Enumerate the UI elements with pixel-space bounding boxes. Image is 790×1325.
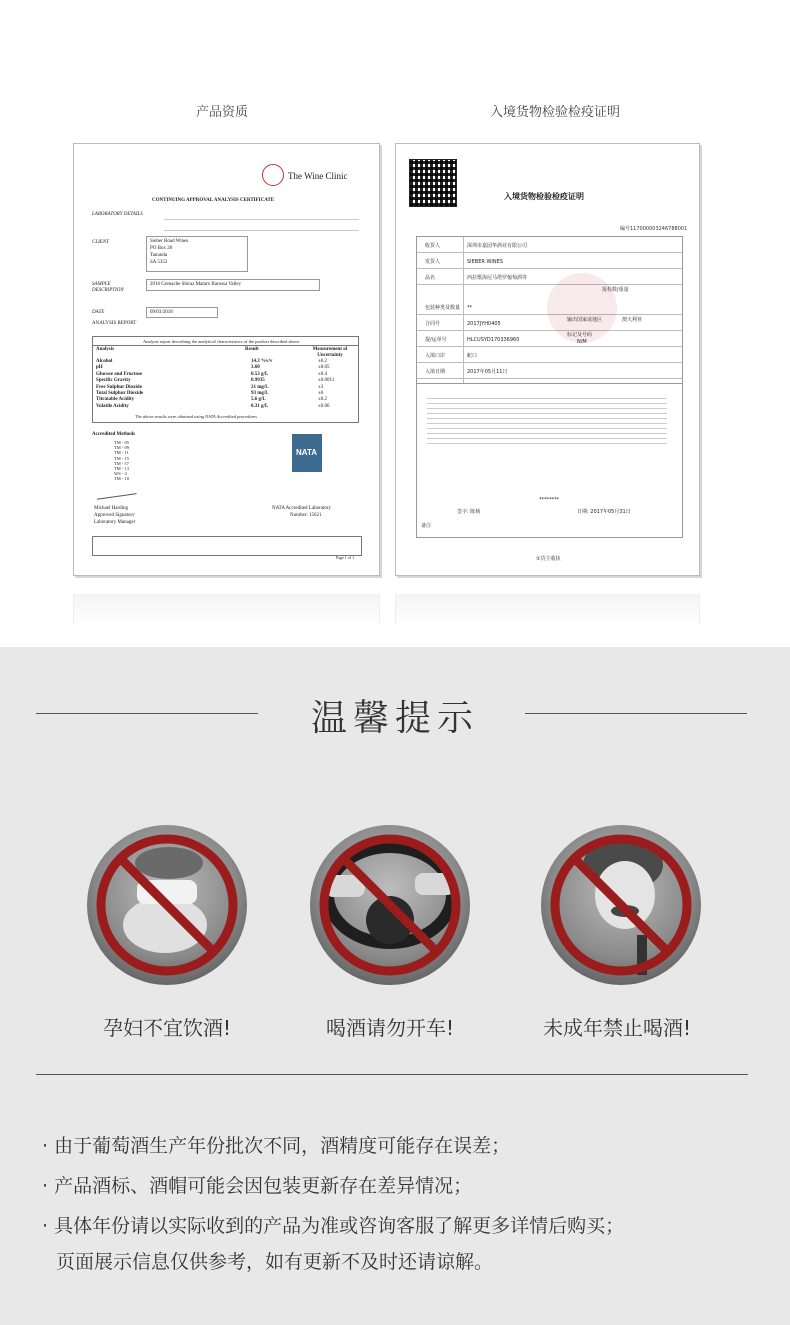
analysis-cell: ±0.0011: [318, 378, 335, 384]
warning-label-pregnant: 孕妇不宜饮酒!: [102, 1016, 232, 1040]
signatory-line: Approved Signatory: [94, 513, 135, 518]
inspection-field-label: 入境口岸: [425, 353, 446, 359]
date-value: 09/03/2018: [150, 310, 173, 315]
certificate-heading: CONTINUING APPROVAL ANALYSIS CERTIFICATE: [152, 198, 275, 203]
brand-name: The Wine Clinic: [288, 171, 348, 181]
warning-label-minors: 未成年禁止喝酒!: [542, 1016, 692, 1040]
title-divider-right: [525, 713, 747, 714]
inspection-field-value: 西拉歌海尼马塔罗葡萄酒等: [467, 275, 528, 281]
side-field: 澳大利亚: [622, 317, 643, 323]
inspection-footer: ①货主收执: [536, 556, 561, 562]
number-value: 117000003246788001: [630, 226, 688, 232]
inspection-field-value: 蛇口: [467, 353, 478, 359]
warning-label-driving: 喝酒请勿开车!: [325, 1016, 455, 1040]
table-rule: [417, 362, 682, 363]
analysis-cell: 0.31 g/L: [251, 403, 269, 409]
table-rule: [417, 252, 682, 253]
lab-number-line: Number: 15621: [290, 513, 322, 518]
method-item: WS - 4: [114, 471, 127, 477]
table-header: Analysis: [96, 347, 115, 352]
sample-value: 2016 Grenache Shiraz Mataro Barossa Valley: [150, 282, 242, 287]
table-header: Measurement of Uncertainty: [312, 347, 348, 358]
side-field: 输出国家或地区: [567, 317, 603, 323]
client-line: SA 5352: [150, 260, 168, 265]
lab-number-line: NATA Accredited Laboratory: [272, 506, 332, 511]
analysis-cell: Total Sulphur Dioxide: [96, 391, 144, 396]
inspection-field-label: 提/运单号: [425, 337, 447, 343]
analysis-cell: Free Sulphur Dioxide: [96, 384, 142, 390]
side-field: 报检数/重量: [602, 287, 629, 293]
table-header: Result: [245, 347, 259, 352]
client-label: CLIENT: [92, 240, 109, 245]
analysis-cell: Specific Gravity: [96, 378, 131, 384]
inspection-field-value: **: [467, 305, 472, 311]
client-box: [146, 236, 248, 272]
table-rule: [417, 268, 682, 269]
analysis-cell: ±3: [318, 384, 324, 390]
client-line: PO Box 20: [150, 246, 173, 251]
date-label: DATE: [92, 310, 105, 315]
lab-details-label: LABORATORY DETAILS: [92, 212, 143, 217]
method-item: TM - 13: [114, 466, 129, 471]
number-label: 编号: [620, 226, 631, 232]
table-rule: [417, 346, 682, 347]
date-label: 日期: 2017年05月31日: [577, 509, 631, 515]
analysis-cell: 93 mg/L: [251, 391, 269, 396]
stars: ********: [539, 497, 559, 503]
signatory-line: Michael Harding: [94, 506, 129, 511]
table-rule: [417, 378, 682, 379]
inspection-field-value: SIEBER WINES: [467, 259, 503, 265]
sample-box: [146, 279, 320, 291]
inspection-field-value: 深圳市嘉园华酒业有限公司: [467, 243, 528, 249]
analysis-cell: 0.53 g/L: [251, 371, 269, 377]
inspection-reflection: [395, 594, 700, 624]
page-label: Page 1 of 1: [336, 555, 355, 560]
analysis-cell: 5.6 g/L: [251, 397, 266, 403]
method-item: TM - 11: [114, 450, 129, 456]
table-rule: [417, 284, 682, 285]
analysis-cell: ±0.4: [318, 371, 327, 377]
analysis-cell: ±0.05: [318, 365, 330, 371]
inspection-title: 入境货物检验检疫证明: [504, 192, 584, 201]
analysis-cell: ±0.2: [318, 359, 327, 364]
inspection-certificate: [395, 143, 700, 576]
drunk-driving-prohibited-icon: [310, 825, 470, 985]
minors-prohibited-icon: [541, 825, 701, 985]
method-item: TM - 09: [114, 445, 129, 451]
method-item: TM - 57: [114, 460, 129, 466]
side-field: N/M: [577, 339, 587, 345]
inspection-field-label: 品名: [425, 275, 436, 281]
analysis-cell: 3.60: [251, 365, 260, 371]
inspection-field-label: 包装种类及数量: [425, 305, 461, 311]
inspection-field-label: 合同号: [425, 321, 441, 327]
analysis-certificate: [73, 143, 380, 576]
method-item: TM - 15: [114, 455, 129, 461]
inspection-field-value: 2017JYH0405: [467, 321, 501, 327]
inspection-field-value: HLCUSYD170336960: [467, 337, 520, 343]
table-caption: Analysis report describing the analytical characteristics of the product described above.: [143, 339, 301, 344]
analysis-cell: ±0.2: [318, 397, 327, 403]
inspection-field-label: 入境日期: [425, 369, 446, 375]
sign-label: 签字: 陈杨: [457, 509, 481, 515]
note-item: · 产品酒标、酒帽可能会因包装更新存在差异情况；: [42, 1175, 473, 1197]
qualification-caption: 产品资质: [195, 105, 248, 120]
analysis-cell: pH: [96, 365, 103, 371]
analysis-cell: Alcohol: [96, 359, 113, 364]
date-box: [146, 307, 218, 318]
method-item: TM - 10: [114, 476, 129, 482]
table-rule: [463, 237, 464, 383]
goods-detail-block: [417, 383, 682, 504]
analysis-table: [92, 336, 359, 423]
analysis-cell: Volatile Acidity: [96, 403, 129, 409]
analysis-cell: ±0.06: [318, 403, 330, 409]
inspection-field-value: 2017年05月11日: [467, 369, 508, 375]
pregnant-woman-prohibited-icon: [87, 825, 247, 985]
lab-address-block: [164, 219, 359, 231]
notes-divider: [36, 1074, 748, 1075]
nata-logo-icon: NATA: [292, 434, 322, 472]
inspection-caption: 入境货物检验检疫证明: [489, 105, 620, 120]
signature: [95, 483, 136, 499]
client-line: Sieber Road Wines: [150, 239, 189, 244]
remark-label: 备注: [421, 523, 432, 529]
method-item: TM - 05: [114, 440, 129, 445]
table-rule: [417, 330, 682, 331]
analysis-cell: Titratable Acidity: [96, 397, 135, 403]
analysis-cell: 14.3 %v/v: [251, 359, 273, 364]
side-field: 标记及号码: [567, 332, 593, 338]
analysis-report-label: ANALYSIS REPORT: [92, 321, 137, 326]
certificate-reflection: [73, 594, 380, 624]
note-item: · 具体年份请以实际收到的产品为准或咨询客服了解更多详情后购买；: [42, 1215, 625, 1237]
analysis-cell: ±6: [318, 391, 324, 396]
analysis-cell: 21 mg/L: [251, 384, 269, 390]
inspection-field-label: 发货人: [425, 259, 441, 265]
table-note: The above results were obtained using NATA Accredited procedures: [135, 414, 257, 419]
inspection-field-label: 收货人: [425, 243, 441, 249]
sample-label: SAMPLE DESCRIPTION: [92, 282, 124, 293]
note-item: · 由于葡萄酒生产年份批次不同，酒精度可能存在误差；: [42, 1135, 511, 1157]
analysis-cell: Glucose and Fructose: [96, 371, 143, 377]
certificate-footer-box: [92, 536, 362, 556]
signatory-line: Laboratory Manager: [94, 520, 136, 525]
note-item: 页面展示信息仅供参考，如有更新不及时还请谅解。: [56, 1251, 494, 1273]
inspection-table: [416, 236, 683, 538]
client-line: Tanunda: [150, 253, 168, 258]
wine-clinic-logo-icon: [262, 164, 284, 186]
qr-code-icon: [410, 160, 456, 206]
methods-label: Accredited Methods: [92, 432, 136, 437]
tips-title: 温馨提示: [310, 698, 479, 739]
analysis-cell: 0.9935: [251, 378, 265, 384]
